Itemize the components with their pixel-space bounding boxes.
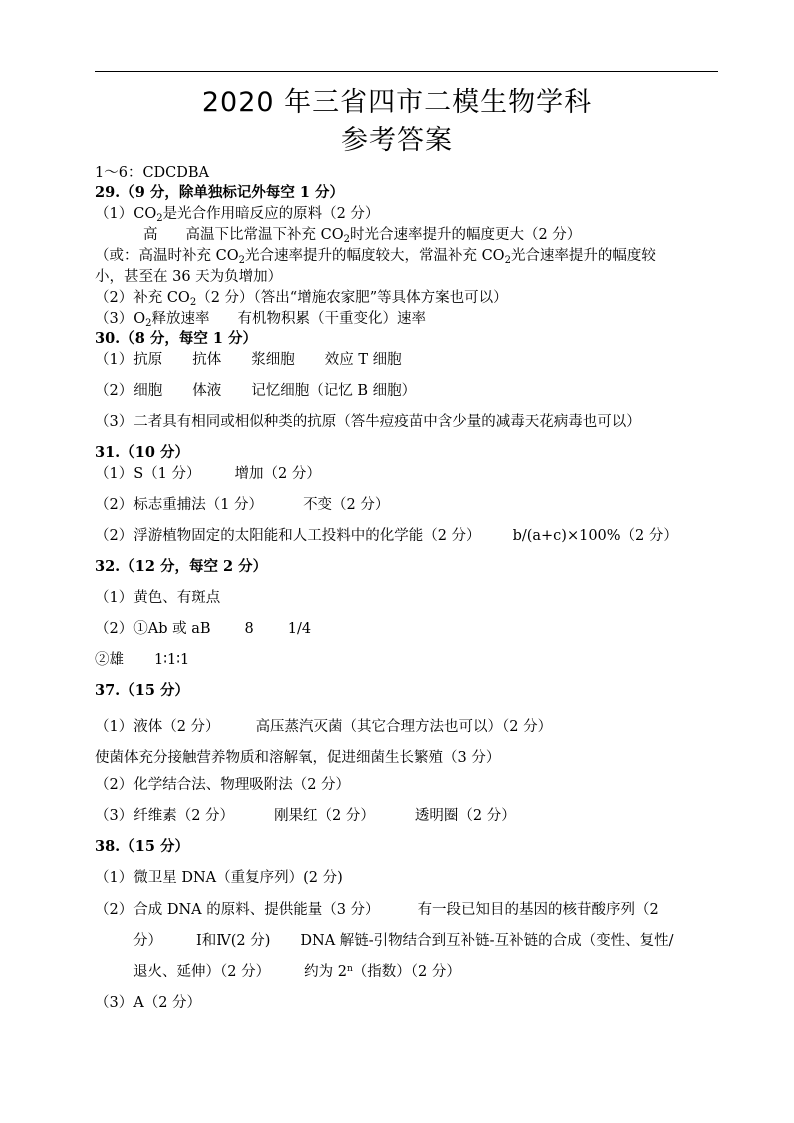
page-subtitle: 参考答案 [341,125,453,156]
q38-line-4: 退火、延伸）（2 分） 约为 2$^n$（指数）（2 分） [133,964,461,980]
answers-1-6: 1～6：CDCDBA [95,165,210,181]
q30-header: 30.（8 分，每空 1 分） [95,330,258,347]
q37-line-2: 使菌体充分接触营养物质和溶解氧，促进细菌生长繁殖（3 分） [95,750,501,766]
q29-line-4: 小，甚至在 36 天为负增加） [95,269,283,285]
q38-header: 38.（15 分） [95,838,189,855]
q37-line-4: （3）纤维素（2 分） 刚果红（2 分） 透明圈（2 分） [95,808,516,824]
q29-line-1: $(1)CO_2$是光合作用暗反应的原料（2 分） [95,206,380,224]
q38-line-3: 分） Ⅰ和Ⅳ(2 分) DNA 解链-引物结合到互补链-互补链的合成（变性、复性/ [133,933,674,949]
q31-line-3: （2）浮游植物固定的太阳能和人工投料中的化学能（2 分） b/(a+c)×100%（2 分） [95,528,678,544]
q37-line-1: （1）液体（2 分） 高压蒸汽灭菌（其它合理方法也可以）（2 分） [95,719,553,735]
q30-line-1: （1）抗原 抗体 浆细胞 效应 T 细胞 [95,352,402,368]
q38-line-5: （3）A（2 分） [95,995,202,1011]
q30-line-3: （3）二者具有相同或相似种类的抗原（答牛痘疫苗中含少量的减毒天花病毒也可以） [95,414,641,430]
q37-line-3: （2）化学结合法、物理吸附法（2 分） [95,777,351,793]
q31-header: 31.（10 分） [95,444,189,461]
q31-line-2: （2）标志重捕法（1 分） 不变（2 分） [95,497,390,513]
q37-header: 37.（15 分） [95,682,189,699]
q29-header: 29.（9 分，除单独标记外每空 1 分） [95,184,345,201]
q32-line-1: （1）黄色、有斑点 [95,590,221,606]
q29-line-3: （或：高温时补充 $CO_2$光合速率提升的幅度较大，常温补充 $CO_2$光合速率提升的幅度较 [95,248,656,266]
q30-line-2: （2）细胞 体液 记忆细胞（记忆 B 细胞） [95,383,417,399]
q32-line-2: （2）①Ab 或 aB 8 1/4 [95,621,312,637]
q38-line-2: （2）合成 DNA 的原料、提供能量（3 分） 有一段已知目的基因的核苷酸序列（2 [95,902,659,918]
top-rule [95,71,718,72]
q32-line-3: ②雄 1∶1∶1 [95,652,190,668]
q32-header: 32.（12 分，每空 2 分） [95,558,268,575]
q29-line-2: 高 高温下比常温下补充 $CO_2$时光合速率提升的幅度更大（2 分） [143,227,582,245]
q38-line-1: （1）微卫星 DNA（重复序列）(2 分) [95,870,343,886]
q31-line-1: （1）S（1 分） 增加（2 分） [95,466,321,482]
page-title: 2020 年三省四市二模生物学科 [201,87,593,118]
q29-line-6: $(3)O_2$释放速率 有机物积累（干重变化）速率 [95,311,426,329]
q29-line-5: （2）补充 $CO_2(2$ 分）（答出“增施农家肥”等具体方案也可以） [95,290,508,308]
